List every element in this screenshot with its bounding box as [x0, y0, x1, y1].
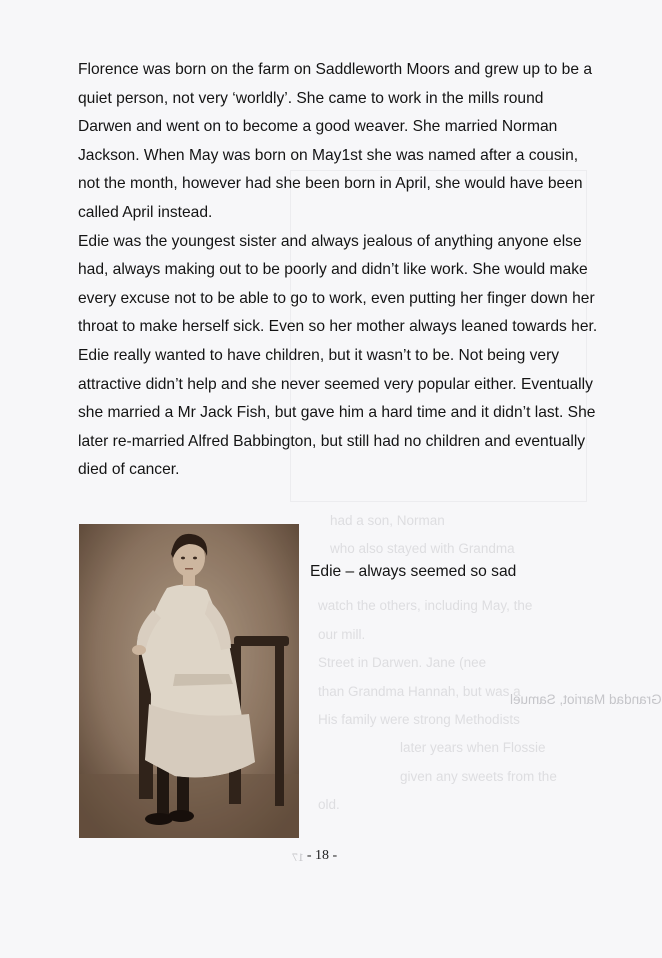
photo-caption: Edie – always seemed so sad — [310, 563, 517, 580]
show-through-line: watch the others, including May, the — [318, 598, 533, 613]
show-through-line: Street in Darwen. Jane (nee — [318, 655, 487, 670]
paragraph-edie: Edie was the youngest sister and always jealous of anything anyone else had, always making out to be poorly and didn’t like work. She would make every excuse not to be able to go to work, even putting her finger down her throat to make herself sick. Even so her mother always leaned towards her. Edie really wanted to have children, but it wasn’t to be. Not being very attractive didn’t help and she never seemed very popular either. Eventually she married a Mr Jack Fish, but gave him a hard time and it didn’t last. She later re-married Alfred Babbington, but still had no children and eventually died of cancer. — [78, 232, 598, 479]
show-through-page-number: 17 — [292, 850, 304, 864]
show-through-line: old. — [318, 797, 340, 812]
paragraph-florence: Florence was born on the farm on Saddleworth Moors and grew up to be a quiet person, not very ‘worldly’. She came to work in the mills round Darwen and went on to become a good weaver. She married Norman Jackson. When May was born on May1st she was named after a cousin, not the month, however had she been born in April, she would have been called April instead. — [78, 61, 593, 221]
body-text — [78, 56, 598, 485]
show-through-line: our mill. — [318, 627, 366, 642]
show-through-mirrored-caption: Grandad Marriot, Samuel — [510, 692, 662, 707]
show-through-line: who also stayed with Grandma — [330, 541, 515, 556]
show-through-line: His family were strong Methodists — [318, 712, 520, 727]
show-through-line: than Grandma Hannah, but was a — [318, 684, 521, 699]
show-through-line: had a son, Norman — [330, 513, 445, 528]
edie-photograph — [79, 524, 299, 838]
show-through-line: later years when Flossie — [400, 740, 546, 755]
page-number: - 18 - — [306, 848, 338, 863]
show-through-line: given any sweets from the — [400, 769, 557, 784]
